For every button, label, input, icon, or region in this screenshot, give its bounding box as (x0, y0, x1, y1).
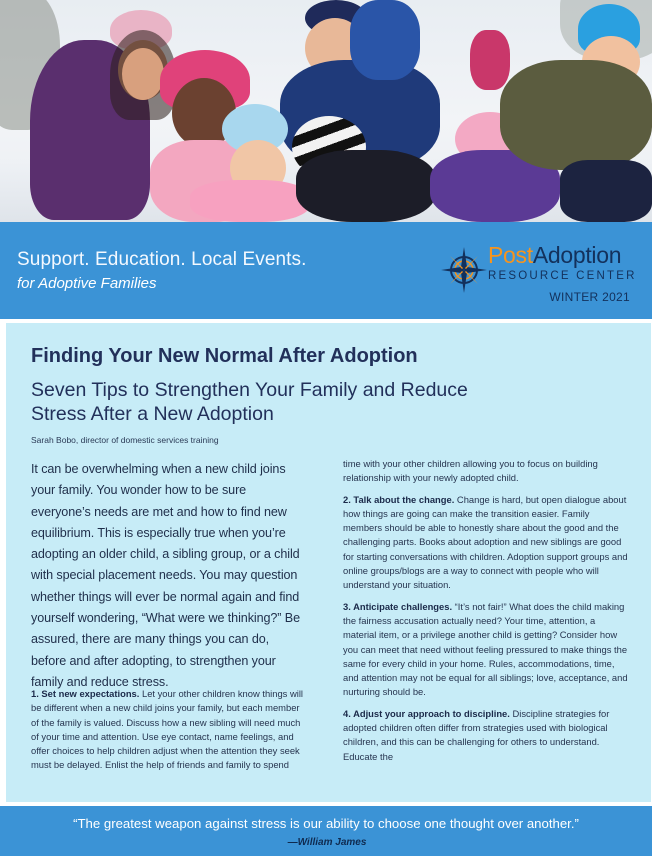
article-subhead: Seven Tips to Strengthen Your Family and Reduce Stress After a New Adoption (31, 379, 468, 425)
quote-footer (0, 806, 652, 856)
tip-1-heading: 1. Set new expectations. (31, 688, 140, 699)
masthead-tagline: Support. Education. Local Events. (17, 249, 307, 270)
tip-2-heading: 2. Talk about the change. (343, 493, 455, 505)
logo-word-adoption: Adoption (532, 242, 622, 268)
article-byline: Sarah Bobo, director of domestic services training (31, 435, 219, 445)
article-column-right (343, 457, 630, 771)
logo-subtitle: RESOURCE CENTER (488, 270, 637, 282)
article-headline: Finding Your New Normal After Adoption (31, 345, 418, 367)
article-intro: It can be overwhelming when a new child joins your family. You wonder how to be sure everyone’s needs are met and how to find new equilibrium. This is especially true when you’re adopting an older child, a sibling group, or a child with special placement needs. You may question whether things will ever be normal again and find yourself wondering, “What were we thinking?” Be assured, there are many things you can do, before and after adopting, to strengthen your family and reduce stress. (31, 462, 300, 689)
tip-1-text: Let your other children know things will be different when a new child joins your family, but each member of the family is valued. Discuss how a new sibling will need much of your time and attention. Use eye contact, name feelings, and offer choices to help children adjust when the attention they seek must be delayed. Enlist the help of friends and family to spend (31, 688, 303, 771)
logo-word-post: Post (488, 242, 533, 268)
tip-4-text: Discipline strategies for adopted children often differ from strategies used with biological children, and this can be challenging for others to understand. Educate the (343, 707, 610, 762)
tip-3-text: “It’s not fair!” What does the child making the fairness accusation actually need? Your time, attention, a material item, or a privilege another child is getting? Consider how you can meet that need without feeling pressured to make things the same for every child in your home. Rules, accommodations, time, and attention may not be equal for all siblings; love, acceptance, and nurturing should be. (343, 600, 628, 698)
issue-season: WINTER 2021 (549, 290, 630, 304)
tip-1-continued: time with your other children allowing you to focus on building relationship with your newly adopted child. (343, 458, 598, 484)
tip-4-heading: 4. Adjust your approach to discipline. (343, 707, 510, 719)
footer-quote: “The greatest weapon against stress is our ability to choose one thought over another.” (73, 816, 579, 831)
tip-2-text: Change is hard, but open dialogue about how things are going can make the transition easier. Family members should be able to honestly share about the good and the challenging parts. Books about adoption and new siblings are good for starting conversations with children. Adoption support groups and online groups/blogs are a way to connect with people who will understand your situation. (343, 493, 628, 591)
masthead-audience: for Adoptive Families (17, 275, 157, 292)
hero-photo (0, 0, 652, 222)
tip-4 (343, 707, 630, 764)
masthead-banner (0, 222, 652, 319)
tip-3 (343, 600, 630, 700)
tip-2 (343, 493, 630, 593)
article-column-left (31, 687, 306, 780)
compass-icon (440, 246, 488, 294)
logo-wordmark (488, 242, 621, 269)
tip-1 (31, 687, 306, 773)
post-adoption-logo (440, 240, 640, 310)
tip-3-heading: 3. Anticipate challenges. (343, 600, 453, 612)
article-panel (6, 321, 651, 802)
footer-quote-author: —William James (287, 837, 367, 848)
